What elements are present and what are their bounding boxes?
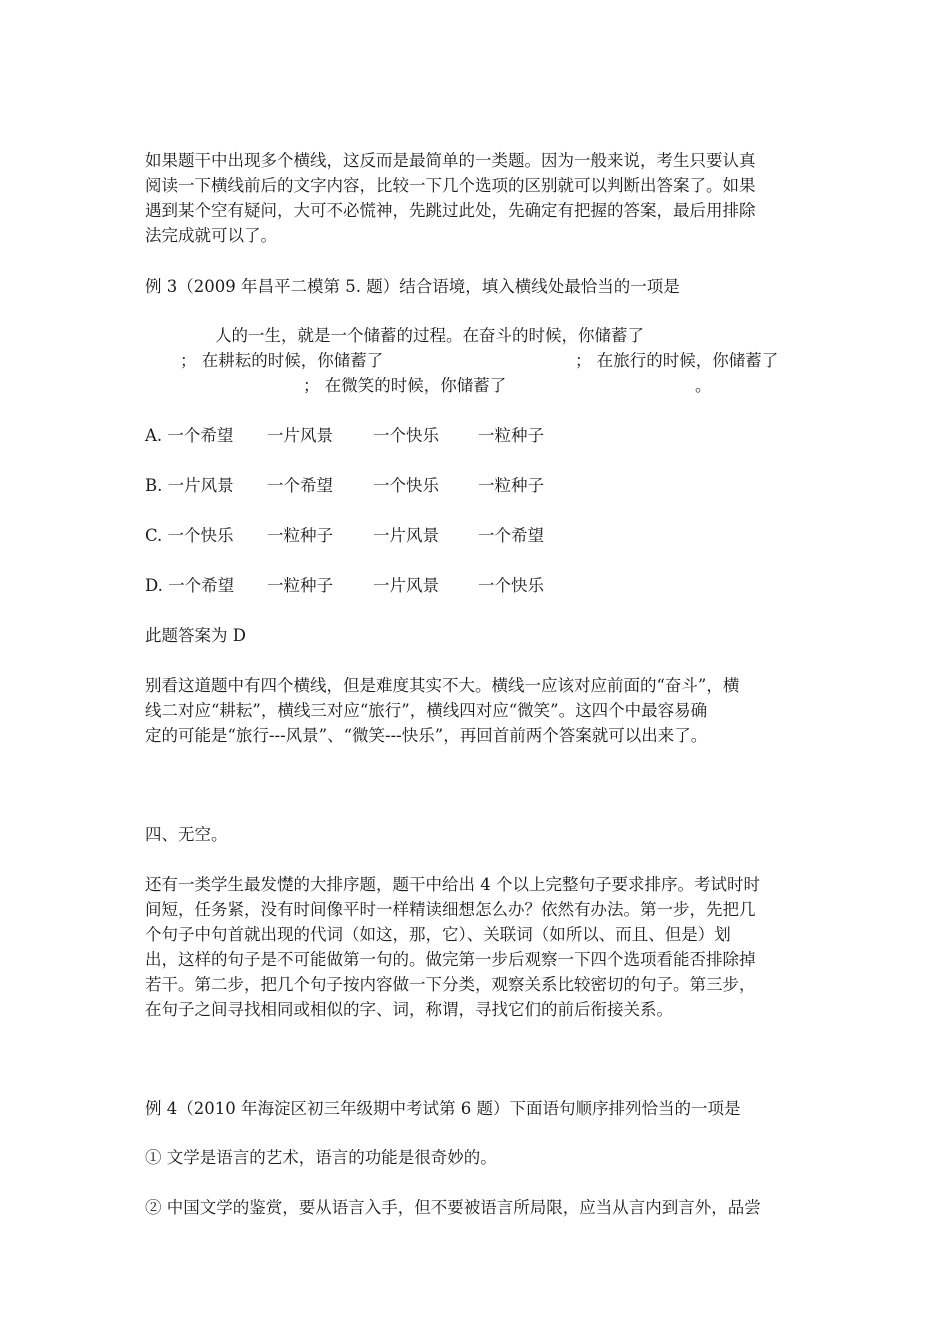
option-b-label: B. 一片风景 (145, 476, 234, 495)
example3-explanation (145, 673, 800, 748)
passage-line-1: 人的一生，就是一个储蓄的过程。在奋斗的时候，你储蓄了 (215, 326, 644, 345)
section4-heading: 四、无空。 (145, 825, 228, 844)
intro-line-4: 法完成就可以了。 (145, 226, 277, 245)
section4-line-5: 若干。第二步，把几个句子按内容做一下分类，观察关系比较密切的句子。第三步， (145, 975, 756, 994)
example3-answer: 此题答案为 D (145, 626, 246, 645)
section4-line-2: 间短，任务紧，没有时间像平时一样精读细想怎么办？依然有办法。第一步，先把几 (145, 900, 756, 919)
option-c-item-1: 一粒种子 (267, 526, 333, 545)
intro-line-1: 如果题干中出现多个横线，这反而是最简单的一类题。因为一般来说，考生只要认真 (145, 151, 756, 170)
section4-line-3: 个句子中句首就出现的代词（如这，那，它）、关联词（如所以、而且、但是）划 (145, 925, 731, 944)
option-d-item-3: 一个快乐 (478, 576, 544, 595)
example4-item-1: ① 文学是语言的艺术，语言的功能是很奇妙的。 (145, 1148, 497, 1167)
option-d-label: D. 一个希望 (145, 576, 235, 595)
explanation-line-1: 别看这道题中有四个横线，但是难度其实不大。横线一应该对应前面的“奋斗”，横 (145, 676, 740, 695)
option-a-item-2: 一个快乐 (373, 426, 439, 445)
option-a-item-1: 一片风景 (267, 426, 333, 445)
option-a-item-3: 一粒种子 (478, 426, 544, 445)
passage-line-3b: 。 (695, 376, 712, 395)
example4-title: 例 4（2010 年海淀区初三年级期中考试第 6 题）下面语句顺序排列恰当的一项是 (145, 1099, 741, 1118)
option-d-item-1: 一粒种子 (267, 576, 333, 595)
option-c-label: C. 一个快乐 (145, 526, 234, 545)
example4-item-2: ② 中国文学的鉴赏，要从语言入手，但不要被语言所局限，应当从言内到言外，品尝 (145, 1198, 761, 1217)
section4-line-6: 在句子之间寻找相同或相似的字、词，称谓，寻找它们的前后衔接关系。 (145, 1000, 673, 1019)
option-a-label: A. 一个希望 (145, 426, 234, 445)
option-c-item-3: 一个希望 (478, 526, 544, 545)
passage-line-3a: ； 在微笑的时候，你储蓄了 (303, 376, 507, 395)
section4-paragraph (145, 872, 800, 1022)
option-b-item-1: 一个希望 (267, 476, 333, 495)
option-b-item-2: 一个快乐 (373, 476, 439, 495)
section4-line-1: 还有一类学生最发憷的大排序题，题干中给出 4 个以上完整句子要求排序。考试时时 (145, 875, 760, 894)
example3-passage (145, 323, 800, 398)
explanation-line-3: 定的可能是“旅行---风景”、“微笑---快乐”，再回首前两个答案就可以出来了。 (145, 726, 708, 745)
example3-title: 例 3（2009 年昌平二模第 5. 题）结合语境，填入横线处最恰当的一项是 (145, 277, 680, 296)
option-d-item-2: 一片风景 (373, 576, 439, 595)
intro-paragraph (145, 148, 800, 248)
intro-line-3: 遇到某个空有疑问，大可不必慌神，先跳过此处，先确定有把握的答案，最后用排除 (145, 201, 756, 220)
option-c-item-2: 一片风景 (373, 526, 439, 545)
explanation-line-2: 线二对应“耕耘”，横线三对应“旅行”，横线四对应“微笑”。这四个中最容易确 (145, 701, 708, 720)
intro-line-2: 阅读一下横线前后的文字内容，比较一下几个选项的区别就可以判断出答案了。如果 (145, 176, 756, 195)
passage-line-2b: ； 在旅行的时候，你储蓄了 (575, 351, 779, 370)
option-b-item-3: 一粒种子 (478, 476, 544, 495)
passage-line-2a: ； 在耕耘的时候，你储蓄了 (180, 351, 384, 370)
section4-line-4: 出，这样的句子是不可能做第一句的。做完第一步后观察一下四个选项看能否排除掉 (145, 950, 756, 969)
